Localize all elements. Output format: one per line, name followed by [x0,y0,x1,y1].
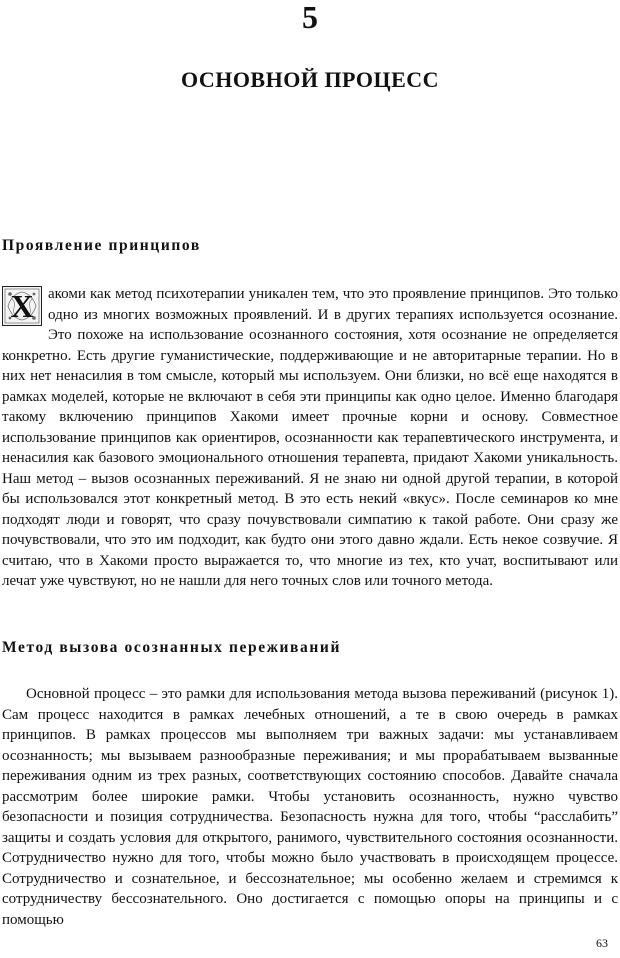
section-paragraph-method: Основной процесс – это рамки для использования метода вызова переживаний (рисунок 1). Сам процесс находится в рамках лечебных отношений, а те в свою очередь в рамках принципов. В рамках процессов мы выполняем три важных задачи: мы устанавливаем осознанность; мы вызываем разнообразные переживания; и мы прорабатываем вызванные переживания одним из трех разных, соответствующих состоянию способов. Давайте сначала рассмотрим более широкие рамки. Чтобы установить осознанность, нужно чувство безопасности и позиция сотрудничества. Безопасность нужна для того, чтобы “расслабить” защиты и создать условия для открытого, ранимого, чувствительного состояния осознанности. Сотрудничество нужно для того, чтобы можно было участвовать в происходящем процессе. Сотрудничество и сознательное, и бессознательное; мы особенно желаем и стремимся к сотрудничеству бессознательного. Оно достигается с помощью опоры на принципы и с помощью [2,686,618,928]
section-paragraph-principles [2,284,618,592]
section-heading-principles: Проявление принципов [2,237,201,254]
page-number: 63 [596,936,608,950]
section-heading-method: Метод вызова осознанных переживаний [2,639,341,656]
chapter-title: ОСНОВНОЙ ПРОЦЕСС [180,67,440,92]
dropcap-letter: Х [10,288,34,324]
chapter-number: 5 [302,0,318,35]
ornamental-dropcap-icon [2,286,42,326]
paragraph-text: акоми как метод психотерапии уникален тем, что это проявление принципов. Это только одно из многих возможных проявлений. И в других терапиях используется осознание. Это похоже на использование осознанного состояния, хотя осознание не определяется конкретно. Есть другие гуманистические, поддерживающие и не авторитарные терапии. Но в них нет ненасилия в том смысле, который мы используем. Они близки, но всё еще находятся в рамках моделей, которые не включают в себя эти принципы как одно целое. Именно благодаря такому включению принципов Хакоми имеет прочные корни и основу. Совместное использование принципов как ориентиров, осознанности как терапевтического инструмента, и ненасилия как базового эмоционального отношения терапевта, придают Хакоми уникальность. Наш метод – вызов осознанных переживаний. Я не знаю ни одной другой терапии, в которой бы использовался этот конкретный метод. В это есть некий «вкус». После семинаров ко мне подходят люди и говорят, что сразу почувствовали симпатию к такой работе. Они сразу же почувствовали, что это им подходит, как будто они этого давно ждали. Есть некое созвучие. Я считаю, что в Хакоми просто выражается то, что многие из тех, кто учат, воспитывают или лечат уже чувствуют, но не нашли для него точных слов или точного метода. [2,286,618,589]
